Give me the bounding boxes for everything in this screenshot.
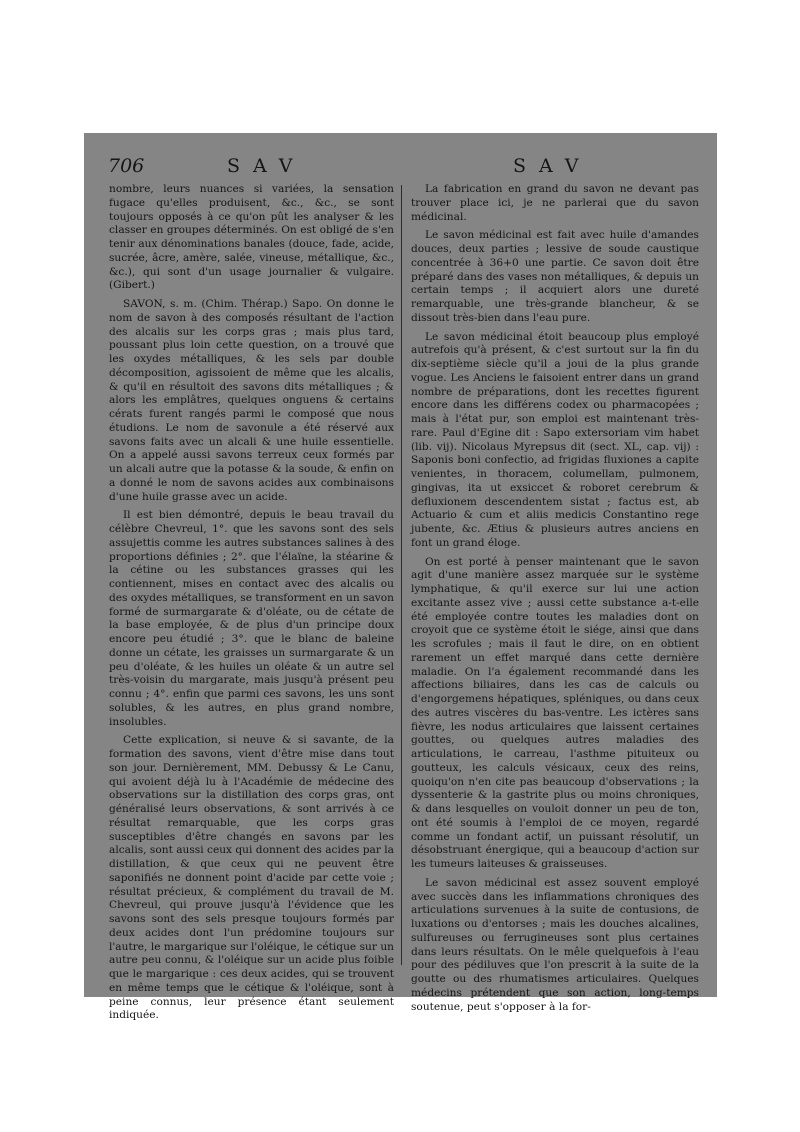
paragraph: Cette explication, si neuve & si savante, de la formation des savons, vient d'être mise dans tout son jour. Dernièrement, MM. Debussy & Le Canu, qui avoient déjà lu à l'Académie de médecine des observations sur la distillation des corps gras, ont généralisé leurs observations, & sont arrivés à ce résultat remarquable, que les corps gras susceptibles d'être changés en savons par les alcalis, sont aussi ceux qui donnent des acides par la distillation, & que ceux qui ne peuvent être saponifiés ne donnent point d'acide par cette voie ; résultat précieux, & complément du travail de M. Chevreul, qui prouve jusqu'à l'évidence que les savons sont des sels presque toujours formés par deux acides dont l'un prédomine toujours sur l'autre, le margarique sur l'oléique, le cétique sur un autre peu connu, & l'oléique sur un acide plus foible que le margarique : ces deux acides, qui se trouvent en même temps que le cétique & l'oléique, sont à peine connus, leur présence étant seulement indiquée. [109,734,394,1022]
left-column [109,183,394,1028]
running-head-right: SAV [513,155,592,177]
right-column [411,183,699,1019]
scanned-page [84,133,717,1022]
paragraph: Il est bien démontré, depuis le beau travail du célèbre Chevreul, 1°. que les savons sont des sels assujettis comme les autres substances salines à des proportions définies ; 2°. que l'élaïne, la stéarine & la cétine ou les substances grasses qui les contiennent, mises en contact avec des alcalis ou des oxydes métalliques, se transforment en un savon formé de surmargarate & d'oléate, ou de cétate de la base employée, & de plus d'un principe doux encore peu étudié ; 3°. que le blanc de baleine donne un cétate, les graisses un surmargarate & un peu d'oléate, & les huiles un oléate & un autre sel très-voisin du margarate, mais jusqu'à présent peu connu ; 4°. enfin que parmi ces savons, les uns sont solubles, & les autres, en plus grand nombre, insolubles. [109,509,394,728]
paragraph: Le savon médicinal est assez souvent employé avec succès dans les inflammations chroniques des articulations survenues à la suite de contusions, de luxations ou d'entorses ; mais les douches alcalines, sulfureuses ou ferrugineuses sont plus certaines dans leurs résultats. On le mêle quelquefois à l'eau pour des pédiluves que l'on prescrit à la suite de la goutte ou des rhumatismes articulaires. Quelques médecins prétendent que son action, long-temps soutenue, peut s'opposer à la for- [411,876,699,1013]
paragraph: SAVON, s. m. (Chim. Thérap.) Sapo. On donne le nom de savon à des composés résultant de l'action des alcalis sur les corps gras ; mais plus tard, poussant plus loin cette question, on a trouvé que les oxydes métalliques, & les sels par double décomposition, agissoient de même que les alcalis, & qu'il en résultoit des savons dits métalliques ; & alors les emplâtres, quelques onguens & certains cérats furent rangés parmi le composé que nous étudions. Le nom de savonule a été réservé aux savons faits avec un alcali & une huile essentielle. On a appelé aussi savons terreux ceux formés par un alcali autre que la potasse & la soude, & enfin on a donné le nom de savons acides aux combinaisons d'une huile grasse avec un acide. [109,298,394,503]
paragraph: Le savon médicinal est fait avec huile d'amandes douces, deux parties ; lessive de soude caustique concentrée à 36+0 une partie. Ce savon doit être préparé dans des vases non métalliques, & depuis un certain temps ; il acquiert alors une dureté remarquable, une très-grande blancheur, & se dissout très-bien dans l'eau pure. [411,229,699,324]
running-head-left: SAV [227,155,306,177]
paragraph: On est porté à penser maintenant que le savon agit d'une manière assez marquée sur le système lymphatique, & qu'il exerce sur lui une action excitante assez vive ; aussi cette substance a-t-elle été employée contre toutes les maladies dont on croyoit que ce système étoit le siége, ainsi que dans les scrofules ; mais il faut le dire, on en obtient rarement un effet marqué dans cette dernière maladie. On l'a également recommandé dans les affections biliaires, dans les cas de calculs ou d'engorgemens hépatiques, spléniques, ou dans ceux des autres viscères du bas-ventre. Les ictères sans fièvre, les nodus articulaires que laissent certaines gouttes, ou quelques autres maladies des articulations, le carreau, l'asthme pituiteux ou goutteux, les calculs vésicaux, ceux des reins, quoiqu'on n'en cite pas beaucoup d'observations ; la dyssenterie & la gastrite plus ou moins chroniques, & dans lesquelles on vouloit donner un peu de ton, ont été soumis à l'emploi de ce moyen, regardé comme un fondant actif, un puissant résolutif, un désobstruant énergique, qui a beaucoup d'action sur les tumeurs laiteuses & graisseuses. [411,555,699,870]
paragraph: La fabrication en grand du savon ne devant pas trouver place ici, je ne parlerai que du savon médicinal. [411,183,699,223]
paragraph: Le savon médicinal étoit beaucoup plus employé autrefois qu'à présent, & c'est surtout sur la fin du dix-septième siècle qu'il a joui de la plus grande vogue. Les Anciens le faisoient entrer dans un grand nombre de préparations, dont les recettes figurent encore dans les différens codex ou pharmacopées ; mais à l'état pur, son emploi est maintenant très-rare. Paul d'Egine dit : Sapo extersoriam vim habet (lib. vij). Nicolaus Myrepsus dit (sect. XL, cap. vij) : Saponis boni confectio, ad frigidas fluxiones a capite venientes, in thoracem, columellam, pulmonem, gingivas, ita ut exsiccet & roboret cerebrum & defluxionem descendentem sistat ; factus est, ab Actuario & cum et aliis medicis Constantino rege jubente, &c. Ætius & plusieurs autres anciens en font un grand éloge. [411,330,699,549]
paragraph: nombre, leurs nuances si variées, la sensation fugace qu'elles produisent, &c., &c., se sont toujours opposés à ce qu'on pût les analyser & les classer en groupes déterminés. On est obligé de s'en tenir aux dénominations banales (douce, fade, acide, sucrée, âcre, amère, salée, vineuse, métallique, &c., &c.), qui sont d'un usage journalier & vulgaire. (Gibert.) [109,183,394,292]
page-number: 706 [108,155,145,177]
page-header [84,155,717,181]
column-divider [401,185,402,965]
